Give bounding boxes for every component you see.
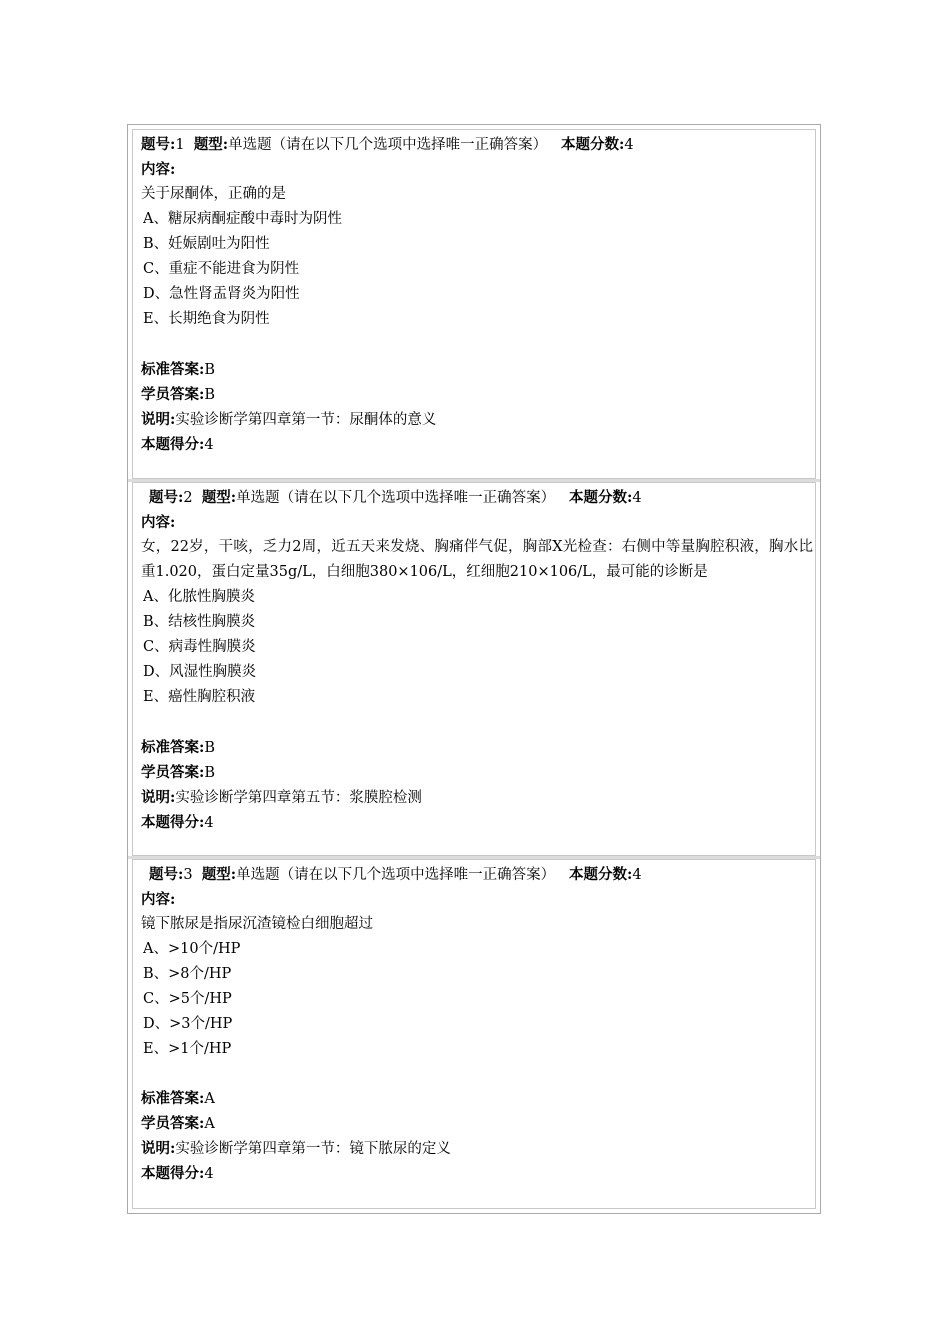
question-number: 3 [183,867,193,883]
option-d: D、急性肾盂肾炎为阳性 [143,286,300,302]
explanation [141,407,436,432]
standard-answer-label: 标准答案: [141,361,205,378]
question-card-1 [132,129,816,479]
question-stem: 镜下脓尿是指尿沉渣镜检白细胞超过 [141,916,373,932]
student-answer-value: B [204,765,216,781]
question-card-3 [132,859,816,1209]
question-header [149,485,642,510]
option-b: B、妊娠剧吐为阳性 [143,236,270,252]
option-b: B、>8个/HP [143,966,232,982]
got-score-value: 4 [204,1166,214,1182]
standard-answer-value: B [204,740,216,756]
got-score-label: 本题得分: [141,814,205,831]
option-d: D、风湿性胸膜炎 [143,664,257,680]
question-type: 单选题（请在以下几个选项中选择唯一正确答案） [236,867,556,883]
content-label: 内容: [141,514,176,531]
content-label: 内容: [141,161,176,178]
student-answer [141,382,215,407]
standard-answer-label: 标准答案: [141,1090,205,1107]
option-d: D、>3个/HP [143,1016,233,1032]
option-c: C、病毒性胸膜炎 [143,639,256,655]
question-header [149,862,642,887]
standard-answer-value: B [204,362,216,378]
question-stem: 关于尿酮体，正确的是 [141,186,286,202]
option-c: C、重症不能进食为阴性 [143,261,300,277]
got-score-value: 4 [204,815,214,831]
option-a: A、化脓性胸膜炎 [143,589,255,605]
explanation-text: 实验诊断学第四章第一节：尿酮体的意义 [175,412,437,428]
question-number: 2 [183,490,193,506]
got-score [141,1161,214,1186]
question-card-2 [132,482,816,856]
student-answer-value: B [204,387,216,403]
explanation [141,1136,451,1161]
question-header [141,132,634,157]
option-a: A、>10个/HP [143,941,241,957]
type-label: 题型: [201,489,237,506]
student-answer-label: 学员答案: [141,386,205,403]
question-score: 4 [624,137,634,153]
explanation-text: 实验诊断学第四章第五节：浆膜腔检测 [175,790,422,806]
student-answer-value: A [204,1116,215,1132]
option-e: E、>1个/HP [143,1041,232,1057]
student-answer [141,760,215,785]
question-score: 4 [632,490,642,506]
got-score [141,810,214,835]
question-score: 4 [632,867,642,883]
got-score [141,432,214,457]
type-label: 题型: [201,866,237,883]
option-b: B、结核性胸膜炎 [143,614,256,630]
number-label: 题号: [149,866,184,883]
question-type: 单选题（请在以下几个选项中选择唯一正确答案） [236,490,556,506]
question-number: 1 [175,137,185,153]
question-stem: 女，22岁，干咳，乏力2周，近五天来发烧、胸痛伴气促，胸部X光检查：右侧中等量胸腔积液，胸水比重1.020，蛋白定量35g/L，白细胞380×106/L，红细胞210×106/L，最可能的诊断是 [141,539,813,580]
score-label: 本题分数: [569,866,633,883]
content-label: 内容: [141,891,176,908]
score-label: 本题分数: [569,489,633,506]
standard-answer [141,1086,215,1111]
student-answer-label: 学员答案: [141,1115,205,1132]
standard-answer-label: 标准答案: [141,739,205,756]
standard-answer-value: A [204,1091,215,1107]
explanation-text: 实验诊断学第四章第一节：镜下脓尿的定义 [175,1141,451,1157]
standard-answer [141,357,215,382]
student-answer-label: 学员答案: [141,764,205,781]
explanation-label: 说明: [141,411,176,428]
option-c: C、>5个/HP [143,991,232,1007]
option-e: E、长期绝食为阴性 [143,311,270,327]
type-label: 题型: [193,136,229,153]
option-e: E、癌性胸腔积液 [143,689,256,705]
question-list [127,124,821,1214]
standard-answer [141,735,215,760]
number-label: 题号: [149,489,184,506]
question-type: 单选题（请在以下几个选项中选择唯一正确答案） [228,137,548,153]
score-label: 本题分数: [561,136,625,153]
got-score-label: 本题得分: [141,1165,205,1182]
explanation [141,785,422,810]
option-a: A、糖尿病酮症酸中毒时为阴性 [143,211,342,227]
student-answer [141,1111,215,1136]
number-label: 题号: [141,136,176,153]
explanation-label: 说明: [141,789,176,806]
explanation-label: 说明: [141,1140,176,1157]
got-score-label: 本题得分: [141,436,205,453]
got-score-value: 4 [204,437,214,453]
